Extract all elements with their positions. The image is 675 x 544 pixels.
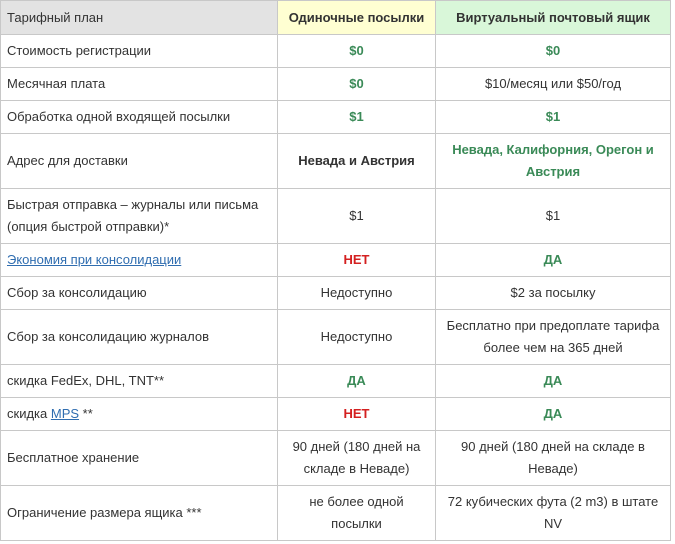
row-size-limit <box>1 486 671 541</box>
row-express <box>1 189 671 244</box>
consolidation-savings-link[interactable]: Экономия при консолидации <box>7 252 182 267</box>
single-value: Невада и Австрия <box>278 134 436 189</box>
virtual-value: $10/месяц или $50/год <box>436 68 671 101</box>
row-label: Сбор за консолидацию <box>1 277 278 310</box>
single-value: Недоступно <box>278 277 436 310</box>
row-magazine-fee <box>1 310 671 365</box>
virtual-value: $1 <box>436 101 671 134</box>
row-savings <box>1 244 671 277</box>
row-registration <box>1 35 671 68</box>
row-label-prefix: скидка <box>7 406 51 421</box>
row-label: Быстрая отправка – журналы или письма (опция быстрой отправки)* <box>1 189 278 244</box>
header-single-parcels: Одиночные посылки <box>278 1 436 35</box>
header-virtual-mailbox: Виртуальный почтовый ящик <box>436 1 671 35</box>
row-label: Обработка одной входящей посылки <box>1 101 278 134</box>
single-value: $0 <box>278 68 436 101</box>
virtual-value: Бесплатно при предоплате тарифа более чем на 365 дней <box>436 310 671 365</box>
row-mps-discount <box>1 398 671 431</box>
row-monthly <box>1 68 671 101</box>
single-value: ДА <box>278 365 436 398</box>
single-value: не более одной посылки <box>278 486 436 541</box>
row-label: Стоимость регистрации <box>1 35 278 68</box>
row-label: Бесплатное хранение <box>1 431 278 486</box>
virtual-value: $1 <box>436 189 671 244</box>
mps-link[interactable]: MPS <box>50 406 80 421</box>
single-value: Недоступно <box>278 310 436 365</box>
row-label-cell <box>1 244 278 277</box>
row-label-cell <box>1 398 278 431</box>
single-value: $1 <box>278 101 436 134</box>
virtual-value: Невада, Калифорния, Орегон и Австрия <box>436 134 671 189</box>
virtual-value: ДА <box>436 244 671 277</box>
virtual-value: $0 <box>436 35 671 68</box>
row-label: Месячная плата <box>1 68 278 101</box>
row-consolidation-fee <box>1 277 671 310</box>
single-value: $0 <box>278 35 436 68</box>
row-address <box>1 134 671 189</box>
header-row <box>1 1 671 35</box>
single-value: $1 <box>278 189 436 244</box>
header-plan: Тарифный план <box>1 1 278 35</box>
row-label: Адрес для доставки <box>1 134 278 189</box>
virtual-value: ДА <box>436 398 671 431</box>
row-storage <box>1 431 671 486</box>
row-label: скидка FedEx, DHL, TNT** <box>1 365 278 398</box>
row-processing <box>1 101 671 134</box>
row-label-suffix: ** <box>79 406 93 421</box>
virtual-value: $2 за посылку <box>436 277 671 310</box>
virtual-value: ДА <box>436 365 671 398</box>
virtual-value: 90 дней (180 дней на складе в Неваде) <box>436 431 671 486</box>
single-value: НЕТ <box>278 398 436 431</box>
row-label: Ограничение размера ящика *** <box>1 486 278 541</box>
single-value: 90 дней (180 дней на складе в Неваде) <box>278 431 436 486</box>
row-carrier-discount <box>1 365 671 398</box>
row-label: Сбор за консолидацию журналов <box>1 310 278 365</box>
virtual-value: 72 кубических фута (2 m3) в штате NV <box>436 486 671 541</box>
single-value: НЕТ <box>278 244 436 277</box>
